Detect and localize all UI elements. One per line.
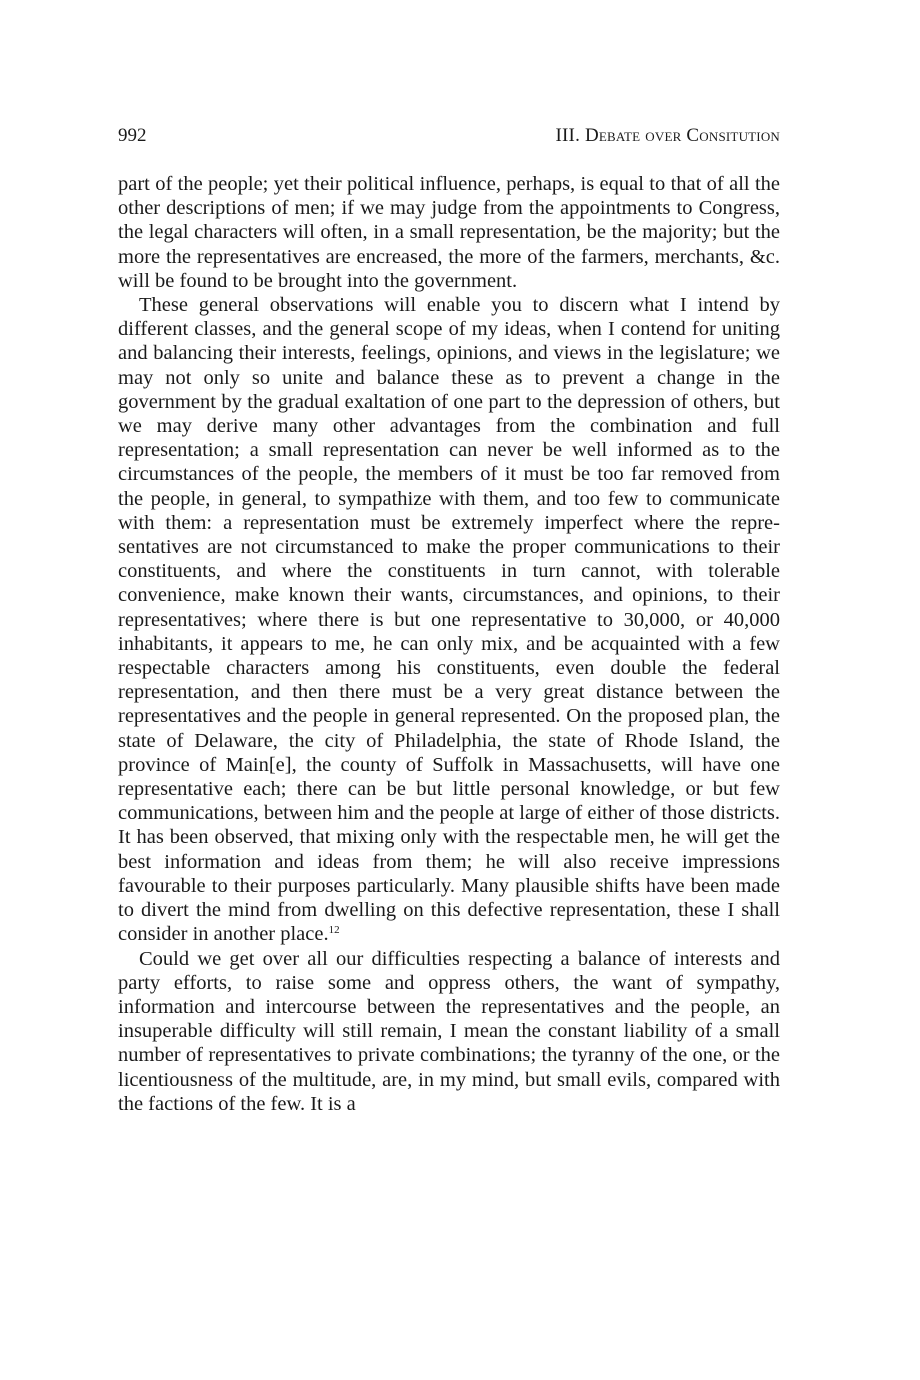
- paragraph-2-text: These general observations will enable you to discern what I intend by different classes, and the general scope of my ideas, when I contend for uniting and balancing their interests, feelings, opinions, and views in the legislature; we may not only so unite and balance these as to prevent a change in the government by the gradual exaltation of one part to the depression of others, but we may derive many other advantages from the combination and full representation; a small representation can never be well informed as to the circumstances of the people, the members of it must be too far removed from the people, in general, to sympathize with them, and too few to communicate with them: a representation must be extremely imperfect where the representatives are not circumstanced to make the proper communications to their constituents, and where the constituents in turn cannot, with tolerable convenience, make known their wants, circumstances, and opinions, to their representatives; where there is but one representative to 30,000, or 40,000 inhabitants, it appears to me, he can only mix, and be acquainted with a few respectable characters among his constituents, even double the federal representation, and then there must be a very great distance between the representatives and the people in general represented. On the proposed plan, the state of Delaware, the city of Philadelphia, the state of Rhode Island, the province of Main[e], the county of Suffolk in Massachusetts, will have one representative each; there can be but little personal knowledge, or but few communications, between him and the people at large of either of those districts. It has been observed, that mixing only with the respectable men, he will get the best information and ideas from them; he will also receive impressions favourable to their purposes particularly. Many plausible shifts have been made to divert the mind from dwelling on this defective representation, these I shall consider in another place.: [118, 294, 780, 946]
- running-title: III. Debate over Consitution: [555, 125, 780, 146]
- page-number: 992: [118, 125, 147, 146]
- footnote-reference: 12: [328, 924, 340, 937]
- body-text: [118, 172, 780, 1116]
- running-head: [118, 122, 780, 150]
- book-page: [118, 122, 780, 1116]
- paragraph-3: Could we get over all our difficulties respecting a balance of interests and party efforts, to raise some and oppress others, the want of sympathy, information and intercourse between the representatives and the people, an insuperable difficulty will still remain, I mean the constant liability of a small number of representatives to private combinations; the tyranny of the one, or the licentiousness of the multitude, are, in my mind, but small evils, compared with the factions of the few. It is a: [118, 947, 780, 1115]
- paragraph-1: part of the people; yet their political influence, perhaps, is equal to that of all the other descriptions of men; if we may judge from the appointments to Congress, the legal characters will often, in a small representation, be the majority; but the more the representatives are encreased, the more of the farmers, merchants, &c. will be found to be brought into the government.: [118, 173, 780, 292]
- paragraph-2: [118, 293, 780, 946]
